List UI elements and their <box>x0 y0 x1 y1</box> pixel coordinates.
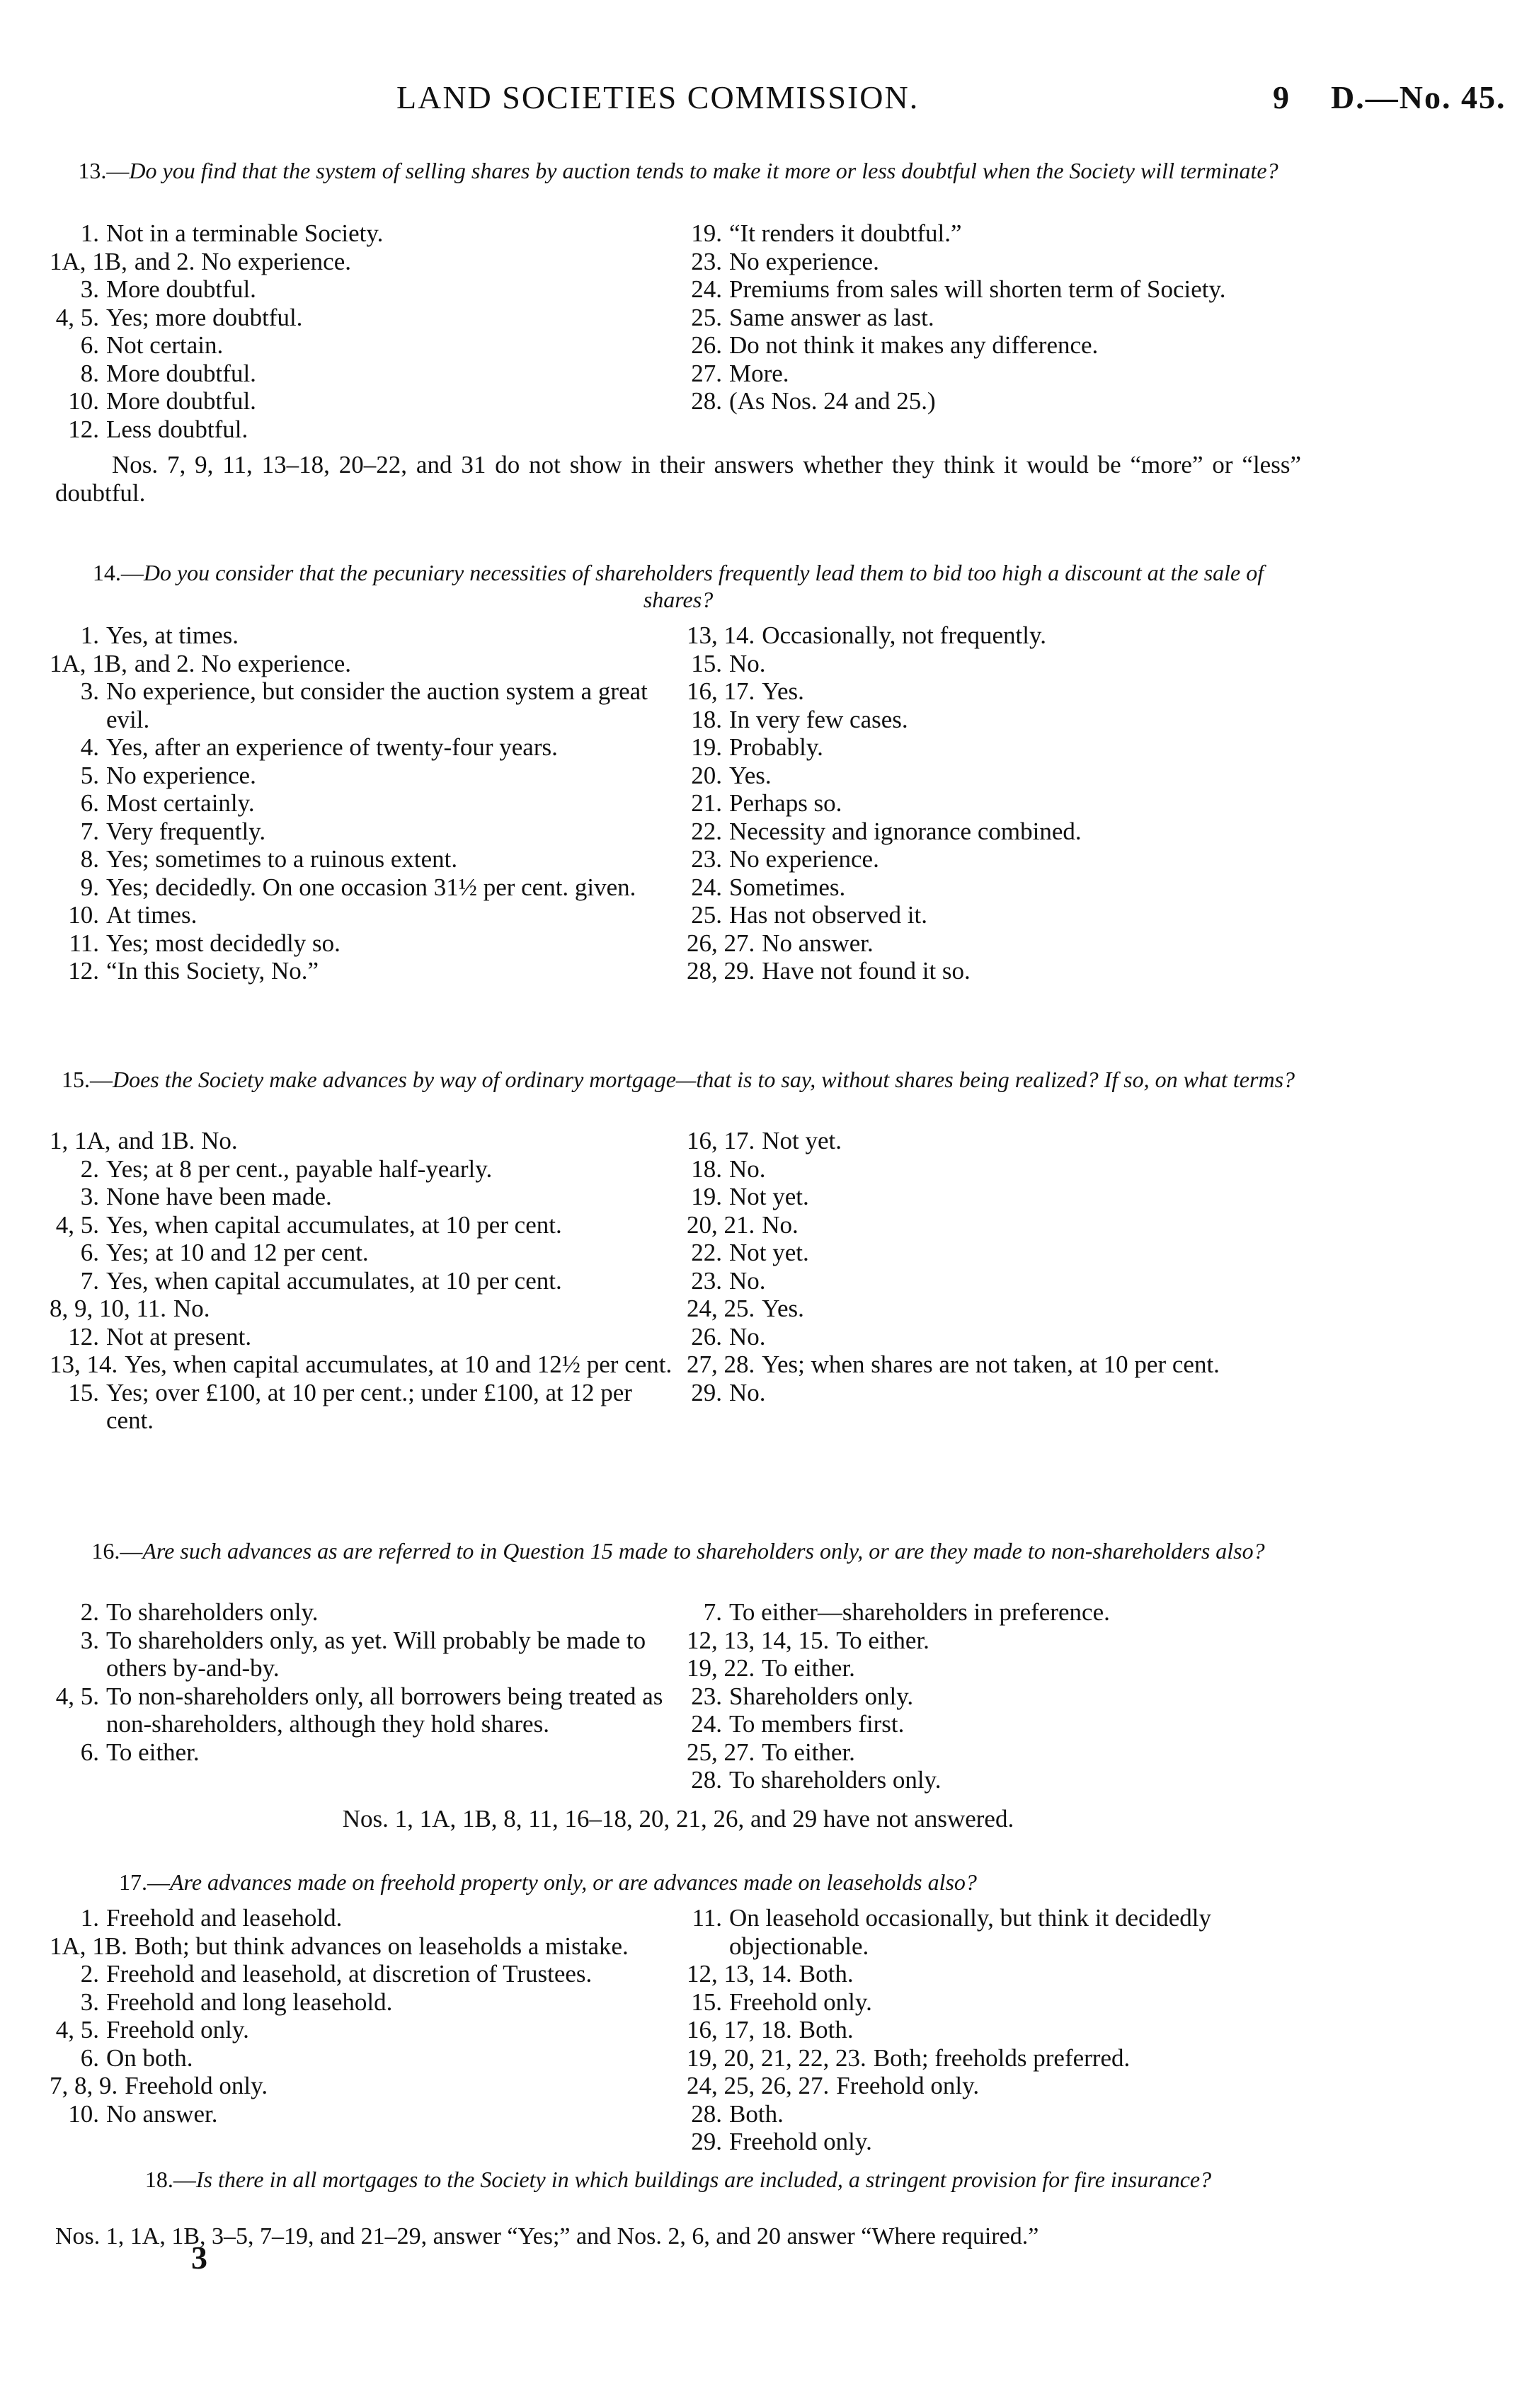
answer-text: To either. <box>762 1654 855 1682</box>
answer-item <box>50 1239 673 1267</box>
answer-text: Yes, when capital accumulates, at 10 per cent. <box>106 1210 562 1239</box>
q17-answers-right <box>687 1904 1303 2156</box>
answer-number: 10. <box>68 387 99 415</box>
answer-text: Has not observed it. <box>729 901 927 929</box>
answer-text: More doubtful. <box>106 359 256 387</box>
answer-text: No. <box>173 1295 210 1322</box>
answer-item <box>50 275 673 304</box>
answer-text: Freehold only. <box>729 2128 872 2155</box>
answer-number: 24, 25, 26, 27. <box>687 2072 830 2099</box>
answer-item <box>50 1155 673 1183</box>
answer-text: Shareholders only. <box>729 1682 914 1710</box>
answer-item <box>687 1211 1303 1239</box>
answer-item <box>50 331 673 360</box>
answer-item <box>687 650 1303 678</box>
question-14-text: Do you consider that the pecuniary necessities of shareholders frequently lead them to bid too high a discount at the sale of shares? <box>143 560 1264 612</box>
answer-number: 23. <box>691 1682 722 1710</box>
answer-number: 12, 13, 14, 15. <box>687 1626 830 1654</box>
answer-text: Very frequently. <box>106 817 266 845</box>
answer-text: Same answer as last. <box>729 303 934 331</box>
signature-mark: 3 <box>191 2240 207 2276</box>
answer-text: Both. <box>729 2099 784 2128</box>
answer-text: No. <box>762 1210 799 1239</box>
answer-number: 24. <box>691 873 722 901</box>
answer-number: 7. <box>80 817 99 845</box>
answer-number: 1A, 1B. <box>50 1932 127 1960</box>
answer-text: To shareholders only. <box>729 1766 942 1794</box>
answer-number: 26. <box>691 1322 722 1351</box>
question-17: 17.—Are advances made on freehold property only, or are advances made on leaseholds also? <box>119 1869 977 1895</box>
answer-item <box>687 1155 1303 1183</box>
answer-number: 22. <box>691 817 722 845</box>
answer-item <box>50 1127 673 1155</box>
answer-number: 19, 20, 21, 22, 23. <box>687 2043 866 2072</box>
answer-number: 3. <box>80 1626 99 1654</box>
answer-number: 9. <box>80 873 99 901</box>
answer-item <box>687 1127 1303 1155</box>
answer-number: 6. <box>80 2043 99 2072</box>
answer-item <box>50 360 673 388</box>
q13-note: Nos. 7, 9, 11, 13–18, 20–22, and 31 do not show in their answers whether they think it would be “more” or “less” doubtful. <box>55 451 1301 507</box>
answer-number: 18. <box>691 1154 722 1183</box>
question-17-text: Are advances made on freehold property only, or are advances made on leaseholds also? <box>170 1869 977 1895</box>
answer-text: Do not think it makes any difference. <box>729 331 1099 359</box>
answer-item <box>50 621 673 650</box>
answer-number: 27, 28. <box>687 1351 755 1378</box>
answer-text: Yes; at 10 and 12 per cent. <box>106 1239 369 1266</box>
answer-text: Both. <box>799 2016 854 2043</box>
answer-number: 4, 5. <box>55 303 99 331</box>
answer-item <box>687 275 1303 304</box>
answer-number: 7. <box>703 1598 722 1626</box>
answer-number: 1. <box>80 621 99 649</box>
answer-item <box>50 304 673 332</box>
answer-item <box>50 2100 673 2128</box>
answer-number: 19. <box>691 219 722 247</box>
answer-number: 12, 13, 14. <box>687 1960 792 1988</box>
answer-text: No. <box>729 1266 766 1295</box>
answer-number: 6. <box>80 1239 99 1266</box>
answer-text: Yes, at times. <box>106 621 239 649</box>
answer-number: 13, 14. <box>50 1351 118 1378</box>
answer-text: No experience. <box>729 247 879 275</box>
answer-text: None have been made. <box>106 1183 332 1210</box>
answer-text: No. <box>729 649 766 677</box>
answer-text: On leasehold occasionally, but think it decidedly objectionable. <box>729 1904 1212 1960</box>
answer-number: 2. <box>80 1960 99 1988</box>
answer-item <box>50 1295 673 1323</box>
answer-text: No experience. <box>729 845 879 873</box>
answer-number: 29. <box>691 1378 722 1406</box>
answer-item <box>50 845 673 873</box>
answer-item <box>687 387 1303 415</box>
q15-answers-left <box>50 1127 673 1435</box>
document-number: D.—No. 45. <box>1331 79 1506 115</box>
answer-number: 6. <box>80 1738 99 1766</box>
answer-text: Yes, when capital accumulates, at 10 per cent. <box>106 1266 562 1295</box>
answer-item <box>50 929 673 958</box>
answer-item <box>50 789 673 818</box>
q14-answers <box>50 621 1303 1018</box>
answer-item <box>50 1598 673 1627</box>
answer-text: To either—shareholders in preference. <box>729 1598 1110 1626</box>
answer-number: 22. <box>691 1239 722 1266</box>
answer-number: 5. <box>80 761 99 789</box>
answer-text: and 2. No experience. <box>134 649 351 677</box>
answer-text: (As Nos. 24 and 25.) <box>729 387 936 415</box>
answer-text: Premiums from sales will shorten term of Society. <box>729 275 1226 303</box>
answer-item <box>687 818 1303 846</box>
answer-number: 28. <box>691 1766 722 1794</box>
answer-text: Yes. <box>762 1295 804 1322</box>
answer-item <box>687 248 1303 276</box>
answer-number: 12. <box>68 415 99 443</box>
question-13-text: Do you find that the system of selling shares by auction tends to make it more or less doubtful when the Society will terminate? <box>129 158 1278 183</box>
answer-number: 25, 27. <box>687 1738 755 1766</box>
answer-item <box>687 2072 1303 2100</box>
answer-item <box>50 248 673 276</box>
answer-text: Yes; sometimes to a ruinous extent. <box>106 845 458 873</box>
answer-item <box>687 1766 1303 1794</box>
answer-number: 24. <box>691 275 722 303</box>
answer-number: 6. <box>80 789 99 817</box>
answer-number: 29. <box>691 2128 722 2155</box>
answer-item <box>50 1627 673 1682</box>
answer-number: 8, 9, 10, 11. <box>50 1295 166 1322</box>
question-13: 13.—Do you find that the system of selling shares by auction tends to make it more or less doubtful when the Society will terminate? <box>78 158 1278 183</box>
answer-item <box>50 1960 673 1988</box>
answer-text: “In this Society, No.” <box>106 957 319 985</box>
answer-item <box>50 818 673 846</box>
answer-number: 12. <box>68 1322 99 1351</box>
answer-text: To members first. <box>729 1710 905 1738</box>
answer-text: Less doubtful. <box>106 415 248 443</box>
answer-number: 20, 21. <box>687 1210 755 1239</box>
answer-number: 23. <box>691 247 722 275</box>
answer-text: and 1B. No. <box>118 1127 238 1154</box>
answer-text: No answer. <box>106 2099 218 2128</box>
answer-item <box>687 360 1303 388</box>
answer-item <box>50 415 673 444</box>
answer-text: No. <box>729 1378 766 1406</box>
answer-item <box>687 789 1303 818</box>
answer-text: Not in a terminable Society. <box>106 219 384 247</box>
answer-text: Not yet. <box>762 1127 842 1154</box>
answer-number: 27. <box>691 359 722 387</box>
answer-number: 3. <box>80 677 99 705</box>
answer-text: Freehold only. <box>729 1988 872 2016</box>
answer-number: 7, 8, 9. <box>50 2072 118 2099</box>
answer-item <box>50 1267 673 1295</box>
answer-number: 1. <box>80 219 99 247</box>
answer-text: Yes, when capital accumulates, at 10 and 12½ per cent. <box>125 1351 673 1378</box>
answer-number: 25. <box>691 901 722 929</box>
answer-number: 7. <box>80 1266 99 1295</box>
answer-item <box>50 650 673 678</box>
answer-item <box>687 2016 1303 2044</box>
answer-item <box>687 331 1303 360</box>
answer-number: 18. <box>691 705 722 733</box>
answer-text: More doubtful. <box>106 387 256 415</box>
answer-number: 23. <box>691 1266 722 1295</box>
answer-item <box>50 1379 673 1435</box>
answer-item <box>687 1323 1303 1351</box>
answer-item <box>50 1682 673 1738</box>
answer-item <box>687 2100 1303 2128</box>
page-header <box>0 79 1522 126</box>
answer-number: 10. <box>68 2099 99 2128</box>
answer-item <box>50 2016 673 2044</box>
answer-item <box>687 1988 1303 2017</box>
answer-number: 21. <box>691 789 722 817</box>
answer-text: More doubtful. <box>106 275 256 303</box>
answer-number: 3. <box>80 1183 99 1210</box>
q16-answers <box>50 1598 1303 1811</box>
answer-text: “It renders it doubtful.” <box>729 219 962 247</box>
answer-item <box>50 219 673 248</box>
answer-item <box>50 873 673 902</box>
answer-number: 25. <box>691 303 722 331</box>
answer-text: More. <box>729 359 789 387</box>
question-16: 16.—Are such advances as are referred to in Question 15 made to shareholders only, or are they made to non-shareholders also? <box>91 1538 1265 1564</box>
answer-item <box>687 1598 1303 1627</box>
answer-text: To either. <box>762 1738 855 1766</box>
answer-text: Occasionally, not frequently. <box>762 621 1046 649</box>
answer-item <box>687 1682 1303 1711</box>
answer-item <box>50 1183 673 1211</box>
answer-item <box>50 762 673 790</box>
answer-text: Yes; more doubtful. <box>106 303 303 331</box>
page-number: 9 <box>1273 79 1291 115</box>
answer-item <box>687 901 1303 929</box>
answer-text: Yes. <box>762 677 804 705</box>
answer-number: 23. <box>691 845 722 873</box>
question-18-text: Is there in all mortgages to the Society in which buildings are included, a stringent provision for fire insurance? <box>195 2167 1212 2192</box>
answer-text: No. <box>729 1322 766 1351</box>
answer-text: Yes; at 8 per cent., payable half-yearly. <box>106 1154 493 1183</box>
answer-text: Probably. <box>729 733 823 761</box>
answer-text: Both; but think advances on leaseholds a mistake. <box>134 1932 629 1960</box>
q16-note: Nos. 1, 1A, 1B, 8, 11, 16–18, 20, 21, 26, and 29 have not answered. <box>342 1805 1014 1833</box>
answer-number: 28. <box>691 387 722 415</box>
answer-number: 3. <box>80 275 99 303</box>
answer-text: No experience, but consider the auction system a great evil. <box>106 677 648 733</box>
answer-item <box>50 1932 673 1961</box>
answer-item <box>687 621 1303 650</box>
answer-number: 19, 22. <box>687 1654 755 1682</box>
answer-number: 20. <box>691 761 722 789</box>
answer-item <box>50 1738 673 1767</box>
q14-answers-left <box>50 621 673 985</box>
answer-number: 26. <box>691 331 722 359</box>
answer-item <box>50 901 673 929</box>
answer-text: Yes. <box>729 761 772 789</box>
q17-answers-left <box>50 1904 673 2128</box>
answer-number: 12. <box>68 957 99 985</box>
answer-number: 15. <box>691 1988 722 2016</box>
answer-item <box>50 2044 673 2072</box>
answer-number: 15. <box>68 1378 99 1406</box>
answer-item <box>50 957 673 985</box>
question-15-text: Does the Society make advances by way of ordinary mortgage—that is to say, without shares being realized? If so, on what terms? <box>112 1067 1295 1092</box>
answer-item <box>687 762 1303 790</box>
answer-item <box>687 1710 1303 1738</box>
answer-number: 1A, 1B, <box>50 649 127 677</box>
answer-text: Freehold only. <box>836 2072 980 2099</box>
q17-answers <box>50 1904 1303 2173</box>
answer-item <box>687 1267 1303 1295</box>
answer-number: 4, 5. <box>55 1682 99 1710</box>
answer-item <box>687 929 1303 958</box>
answer-item <box>687 873 1303 902</box>
answer-number: 19. <box>691 733 722 761</box>
answer-item <box>687 219 1303 248</box>
answer-item <box>687 733 1303 762</box>
answer-number: 24, 25. <box>687 1295 755 1322</box>
answer-text: To non-shareholders only, all borrowers being treated as non-shareholders, although they hold shares. <box>106 1682 663 1738</box>
answer-item <box>687 957 1303 985</box>
answer-text: Have not found it so. <box>762 957 971 985</box>
answer-number: 1. <box>80 1904 99 1932</box>
answer-item <box>687 1295 1303 1323</box>
answer-text: Freehold only. <box>106 2016 249 2043</box>
answer-text: Yes; decidedly. On one occasion 31½ per cent. given. <box>106 873 636 901</box>
q15-answers-right <box>687 1127 1303 1406</box>
q13-answers-left <box>50 219 673 443</box>
answer-number: 16, 17. <box>687 1127 755 1154</box>
answer-item <box>50 1323 673 1351</box>
answer-number: 3. <box>80 1988 99 2016</box>
answer-text: Both. <box>799 1960 854 1988</box>
answer-item <box>687 1738 1303 1767</box>
answer-text: Necessity and ignorance combined. <box>729 817 1082 845</box>
q16-answers-left <box>50 1598 673 1766</box>
answer-text: To shareholders only. <box>106 1598 319 1626</box>
answer-item <box>687 2128 1303 2156</box>
answer-text: Most certainly. <box>106 789 255 817</box>
q15-answers <box>50 1127 1303 1495</box>
answer-text: No. <box>729 1154 766 1183</box>
answer-number: 16, 17. <box>687 677 755 705</box>
answer-item <box>687 304 1303 332</box>
answer-number: 4, 5. <box>55 1210 99 1239</box>
answer-item <box>50 387 673 415</box>
answer-number: 26, 27. <box>687 929 755 957</box>
answer-item <box>687 1239 1303 1267</box>
q13-answers <box>50 219 1303 443</box>
answer-text: Freehold and leasehold, at discretion of Trustees. <box>106 1960 593 1988</box>
answer-text: Yes; over £100, at 10 per cent.; under £100, at 12 per cent. <box>106 1378 632 1434</box>
q16-answers-right <box>687 1598 1303 1794</box>
q18-note: Nos. 1, 1A, 1B, 3–5, 7–19, and 21–29, answer “Yes;” and Nos. 2, 6, and 20 answer “Where required.” <box>55 2223 1039 2249</box>
answer-text: In very few cases. <box>729 705 908 733</box>
answer-number: 4. <box>80 733 99 761</box>
answer-item <box>687 677 1303 706</box>
question-16-text: Are such advances as are referred to in Question 15 made to shareholders only, or are they made to non-shareholders also? <box>142 1538 1265 1564</box>
answer-text: At times. <box>106 901 198 929</box>
answer-number: 11. <box>69 929 99 957</box>
answer-item <box>50 1988 673 2017</box>
answer-number: 1, 1A, <box>50 1127 111 1154</box>
answer-text: Not yet. <box>729 1239 809 1266</box>
answer-text: No experience. <box>106 761 256 789</box>
answer-number: 28, 29. <box>687 957 755 985</box>
answer-number: 4, 5. <box>55 2016 99 2043</box>
answer-number: 28. <box>691 2099 722 2128</box>
question-15: 15.—Does the Society make advances by way of ordinary mortgage—that is to say, without shares being realized? If so, on what terms? <box>61 1067 1295 1092</box>
answer-text: Not at present. <box>106 1322 252 1351</box>
answer-text: Sometimes. <box>729 873 846 901</box>
q14-answers-right <box>687 621 1303 985</box>
answer-text: On both. <box>106 2043 193 2072</box>
answer-number: 13, 14. <box>687 621 755 649</box>
answer-number: 2. <box>80 1154 99 1183</box>
answer-item <box>687 1960 1303 1988</box>
answer-item <box>687 1627 1303 1655</box>
question-14: 14.—Do you consider that the pecuniary necessities of shareholders frequently lead them to bid too high a discount at the sale of shares? <box>92 560 1264 612</box>
question-18: 18.—Is there in all mortgages to the Society in which buildings are included, a stringent provision for fire insurance? <box>144 2167 1212 2192</box>
answer-item <box>50 2072 673 2100</box>
answer-text: To either. <box>106 1738 200 1766</box>
answer-number: 16, 17, 18. <box>687 2016 792 2043</box>
answer-item <box>50 733 673 762</box>
answer-text: Yes; most decidedly so. <box>106 929 341 957</box>
answer-number: 24. <box>691 1710 722 1738</box>
answer-number: 19. <box>691 1183 722 1210</box>
answer-text: To shareholders only, as yet. Will probably be made to others by-and-by. <box>106 1626 646 1682</box>
answer-text: Freehold only. <box>125 2072 268 2099</box>
answer-text: To either. <box>836 1626 929 1654</box>
answer-item <box>687 1183 1303 1211</box>
answer-text: Freehold and leasehold. <box>106 1904 343 1932</box>
answer-item <box>50 1351 673 1379</box>
answer-item <box>50 677 673 733</box>
answer-text: Yes, after an experience of twenty-four years. <box>106 733 558 761</box>
answer-text: No answer. <box>762 929 874 957</box>
answer-item <box>687 2044 1303 2072</box>
answer-item <box>50 1211 673 1239</box>
answer-text: Not yet. <box>729 1183 809 1210</box>
answer-number: 8. <box>80 359 99 387</box>
answer-item <box>50 1904 673 1932</box>
answer-number: 8. <box>80 845 99 873</box>
answer-text: Yes; when shares are not taken, at 10 per cent. <box>762 1351 1220 1378</box>
answer-item <box>687 1654 1303 1682</box>
answer-item <box>687 845 1303 873</box>
answer-text: Both; freeholds preferred. <box>873 2043 1131 2072</box>
answer-item <box>687 1904 1303 1960</box>
answer-text: and 2. No experience. <box>134 247 351 275</box>
answer-text: Not certain. <box>106 331 224 359</box>
answer-number: 15. <box>691 649 722 677</box>
answer-item <box>687 1379 1303 1407</box>
answer-text: Freehold and long leasehold. <box>106 1988 393 2016</box>
answer-item <box>687 1351 1303 1379</box>
answer-number: 1A, 1B, <box>50 247 127 275</box>
answer-text: Perhaps so. <box>729 789 842 817</box>
running-title: LAND SOCIETIES COMMISSION. <box>396 79 920 115</box>
answer-item <box>687 706 1303 734</box>
answer-number: 6. <box>80 331 99 359</box>
answer-number: 11. <box>692 1904 722 1932</box>
answer-number: 2. <box>80 1598 99 1626</box>
q13-answers-right <box>687 219 1303 415</box>
answer-number: 10. <box>68 901 99 929</box>
